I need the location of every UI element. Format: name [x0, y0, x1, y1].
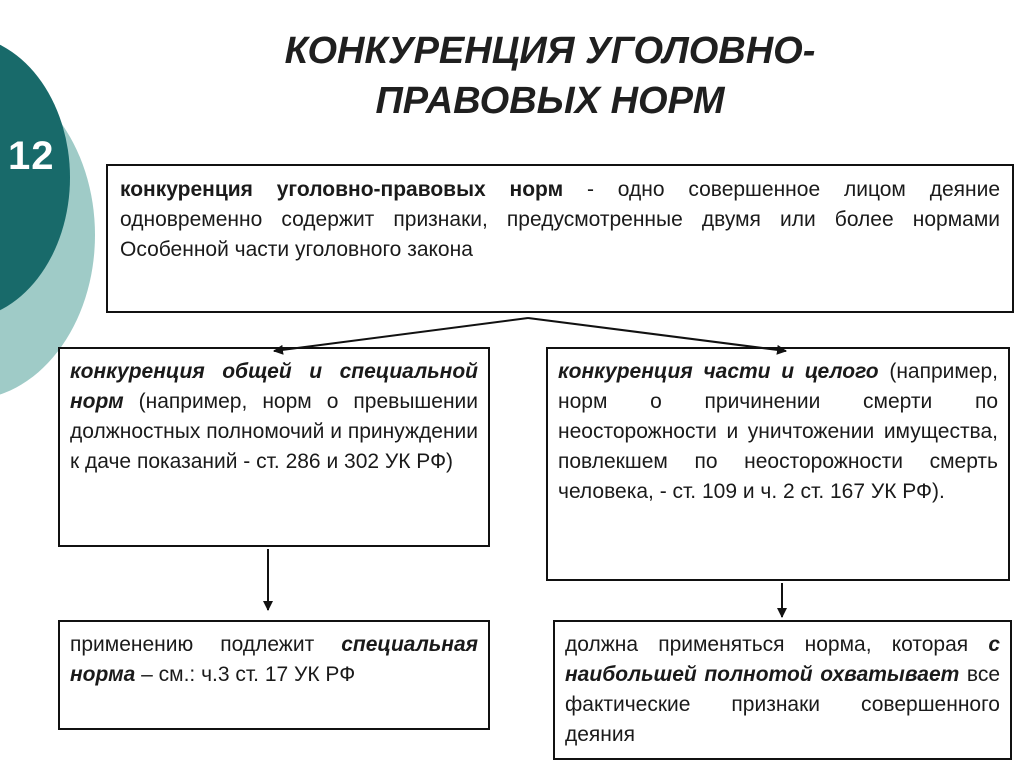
general-special-term: конкуренция общей и специальной норм [70, 360, 478, 413]
arrow-to-part-whole [528, 318, 786, 351]
fullest-result-text-before: должна применяться норма, которая [565, 633, 989, 656]
general-special-text: (например, норм о превышении должностных полномочий и принуждении к даче показаний - ст. 286 и 302 УК РФ) [70, 390, 478, 473]
fullest-result-text-after: все фактические признаки совершенного деяния [565, 663, 1001, 746]
special-result-text-before: применению подлежит [70, 633, 342, 656]
special-result-text-after: – см.: ч.3 ст. 17 УК РФ [135, 663, 356, 686]
definition-term: конкуренция уголовно-правовых норм [120, 178, 564, 201]
part-whole-text: (например, норм о причинении смерти по неосторожности и уничтожении имущества, повлекшем по неосторожности смерть человека, - ст. 109 и ч. 2 ст. 167 УК РФ). [558, 360, 999, 503]
part-whole-term: конкуренция части и целого [558, 360, 879, 383]
slide-title: КОНКУРЕНЦИЯ УГОЛОВНО-ПРАВОВЫХ НОРМ [284, 30, 816, 122]
definition-text: - одно совершенное лицом деяние одновременно содержит признаки, предусмотренные двумя или более нормами Особенной части уголовного закона [120, 178, 1001, 261]
special-result-emphasis: специальная норма [70, 633, 478, 686]
fullest-result-emphasis: с наибольшей полнотой охватывает [565, 633, 1000, 686]
arrow-to-general-special [274, 318, 528, 351]
slide-number: 12 [8, 134, 55, 178]
